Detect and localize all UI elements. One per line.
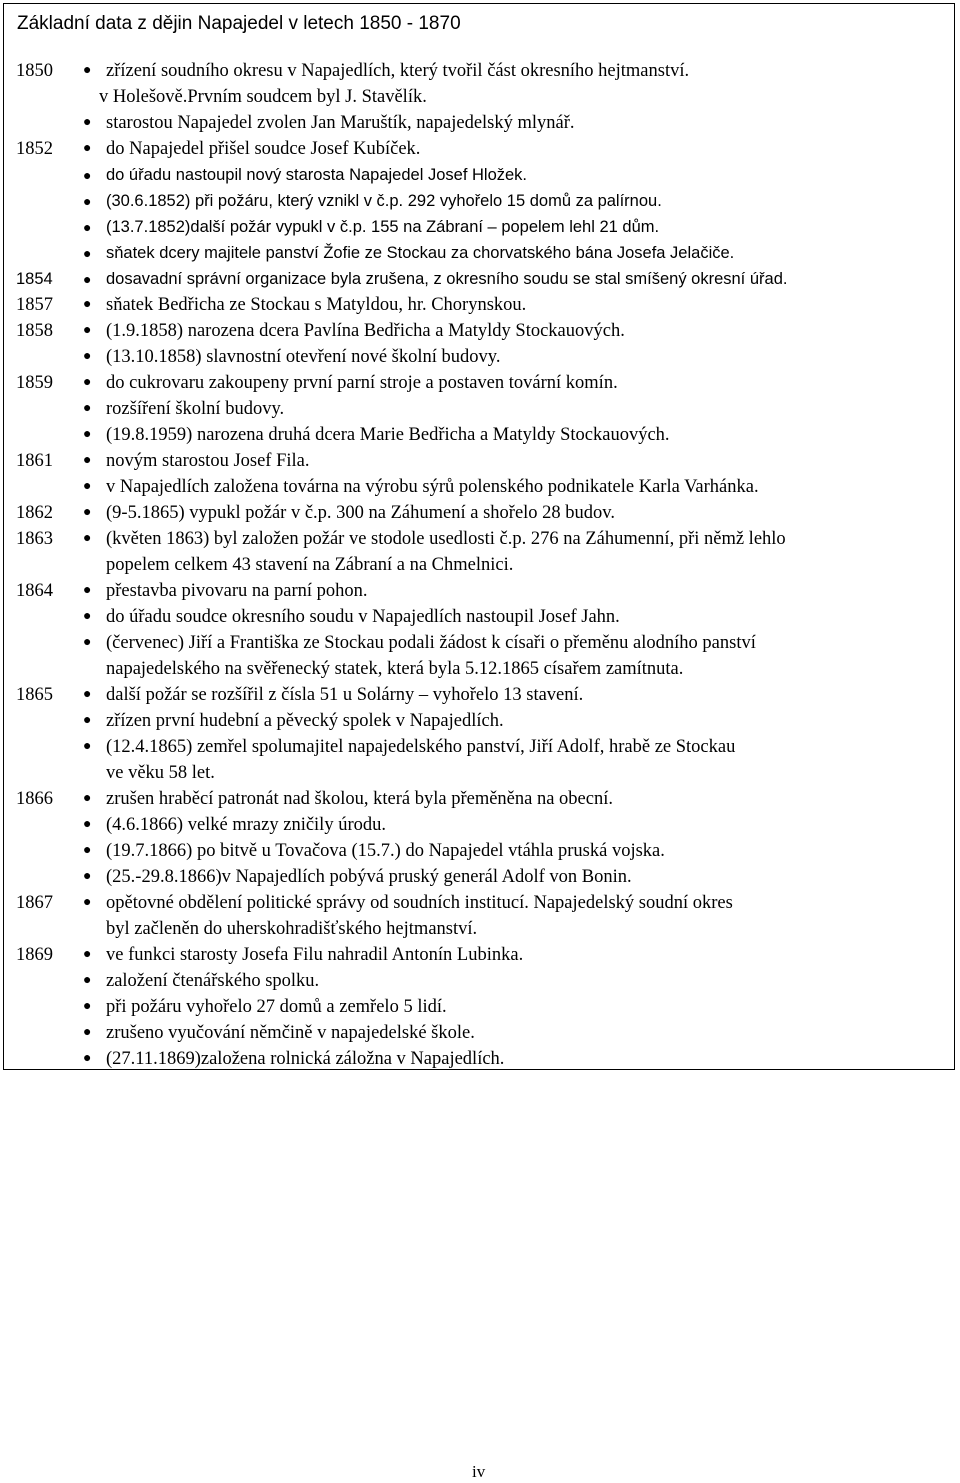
timeline-line <box>0 760 960 786</box>
timeline-line <box>0 916 960 942</box>
timeline-line <box>0 214 960 240</box>
event-text: zřízení soudního okresu v Napajedlích, který tvořil část okresního hejtmanství. <box>106 61 690 81</box>
event-text: (9-5.1865) vypukl požár v č.p. 300 na Záhumení a shořelo 28 budov. <box>106 503 615 523</box>
timeline-line <box>0 448 960 474</box>
bullet-icon: ● <box>83 375 92 390</box>
event-text: sňatek dcery majitele panství Žofie ze Stockau za chorvatského bána Josefa Jelačiče. <box>106 244 735 262</box>
event-text: při požáru vyhořelo 27 domů a zemřelo 5 lidí. <box>106 997 447 1017</box>
bullet-icon: ● <box>83 505 92 520</box>
bullet-icon: ● <box>83 401 92 416</box>
timeline-line <box>0 162 960 188</box>
timeline-line <box>0 1046 960 1072</box>
bullet-icon: ● <box>83 869 92 884</box>
timeline-line <box>0 968 960 994</box>
year-label: 1862 <box>16 503 53 523</box>
bullet-icon: ● <box>83 531 92 546</box>
event-text: ve věku 58 let. <box>106 763 215 783</box>
bullet-icon: ● <box>83 63 92 78</box>
bullet-icon: ● <box>83 1051 92 1066</box>
bullet-icon: ● <box>83 687 92 702</box>
event-text: napajedelského na svěřenecký statek, která byla 5.12.1865 císařem zamítnuta. <box>106 659 684 679</box>
bullet-icon: ● <box>83 115 92 130</box>
event-text: (květen 1863) byl založen požár ve stodole usedlosti č.p. 276 na Záhumenní, při němž lehlo <box>106 529 786 549</box>
timeline-line <box>0 630 960 656</box>
event-text: (30.6.1852) při požáru, který vznikl v č.p. 292 vyhořelo 15 domů za palírnou. <box>106 192 662 210</box>
event-text: zřízen první hudební a pěvecký spolek v Napajedlích. <box>106 711 504 731</box>
document-title: Základní data z dějin Napajedel v letech 1850 - 1870 <box>17 13 461 34</box>
year-label: 1857 <box>16 295 53 315</box>
timeline-line <box>0 500 960 526</box>
timeline-line <box>0 734 960 760</box>
timeline-entries <box>0 58 960 1072</box>
event-text: (13.10.1858) slavnostní otevření nové školní budovy. <box>106 347 501 367</box>
event-text: popelem celkem 43 stavení na Zábraní a na Chmelnici. <box>106 555 514 575</box>
bullet-icon: ● <box>83 479 92 494</box>
event-text: (19.7.1866) po bitvě u Tovačova (15.7.) do Napajedel vtáhla pruská vojska. <box>106 841 665 861</box>
event-text: do cukrovaru zakoupeny první parní stroje a postaven tovární komín. <box>106 373 618 393</box>
event-text: (13.7.1852)další požár vypukl v č.p. 155 na Zábraní – popelem lehl 21 dům. <box>106 218 660 236</box>
bullet-icon: ● <box>83 1025 92 1040</box>
year-label: 1858 <box>16 321 53 341</box>
bullet-icon: ● <box>83 349 92 364</box>
timeline-line <box>0 84 960 110</box>
bullet-icon: ● <box>83 583 92 598</box>
event-text: (19.8.1959) narozena druhá dcera Marie Bedřicha a Matyldy Stockauových. <box>106 425 670 445</box>
timeline-line <box>0 474 960 500</box>
timeline-line <box>0 812 960 838</box>
timeline-line <box>0 344 960 370</box>
timeline-line <box>0 708 960 734</box>
timeline-line <box>0 396 960 422</box>
event-text: (červenec) Jiří a Františka ze Stockau podali žádost k císaři o přeměnu alodního panství <box>106 633 756 653</box>
year-label: 1852 <box>16 139 53 159</box>
bullet-icon: ● <box>83 713 92 728</box>
bullet-icon: ● <box>83 947 92 962</box>
year-label: 1869 <box>16 945 53 965</box>
year-label: 1865 <box>16 685 53 705</box>
timeline-line <box>0 1020 960 1046</box>
bullet-icon: ● <box>83 167 92 183</box>
event-text: (1.9.1858) narozena dcera Pavlína Bedřicha a Matyldy Stockauových. <box>106 321 625 341</box>
year-label: 1859 <box>16 373 53 393</box>
year-label: 1850 <box>16 61 53 81</box>
timeline-line <box>0 110 960 136</box>
event-text: byl začleněn do uherskohradišťského hejtmanství. <box>106 919 478 939</box>
timeline-line <box>0 240 960 266</box>
bullet-icon: ● <box>83 739 92 754</box>
bullet-icon: ● <box>83 791 92 806</box>
event-text: opětovné obdělení politické správy od soudních institucí. Napajedelský soudní okres <box>106 893 733 913</box>
bullet-icon: ● <box>83 193 92 209</box>
event-text: ve funkci starosty Josefa Filu nahradil Antonín Lubinka. <box>106 945 524 965</box>
event-text: další požár se rozšířil z čísla 51 u Solárny – vyhořelo 13 stavení. <box>106 685 584 705</box>
timeline-line <box>0 136 960 162</box>
timeline-line <box>0 994 960 1020</box>
bullet-icon: ● <box>83 453 92 468</box>
event-text: v Napajedlích založena továrna na výrobu sýrů polenského podnikatele Karla Varhánka. <box>106 477 759 497</box>
timeline-line <box>0 838 960 864</box>
timeline-line <box>0 682 960 708</box>
event-text: v Holešově.Prvním soudcem byl J. Stavělík. <box>99 87 427 107</box>
year-label: 1861 <box>16 451 53 471</box>
event-text: novým starostou Josef Fila. <box>106 451 310 471</box>
timeline-line <box>0 526 960 552</box>
timeline-line <box>0 604 960 630</box>
timeline-line <box>0 266 960 292</box>
timeline-line <box>0 292 960 318</box>
timeline-line <box>0 786 960 812</box>
event-text: sňatek Bedřicha ze Stockau s Matyldou, hr. Chorynskou. <box>106 295 527 315</box>
event-text: do Napajedel přišel soudce Josef Kubíček. <box>106 139 421 159</box>
event-text: (4.6.1866) velké mrazy zničily úrodu. <box>106 815 386 835</box>
event-text: zrušeno vyučování němčině v napajedelské škole. <box>106 1023 475 1043</box>
page-number: iv <box>472 1462 486 1481</box>
bullet-icon: ● <box>83 843 92 858</box>
bullet-icon: ● <box>83 323 92 338</box>
timeline-line <box>0 864 960 890</box>
event-text: dosavadní správní organizace byla zrušena, z okresního soudu se stal smíšený okresní úřad. <box>106 270 788 288</box>
bullet-icon: ● <box>83 609 92 624</box>
timeline-line <box>0 318 960 344</box>
event-text: (12.4.1865) zemřel spolumajitel napajedelského panství, Jiří Adolf, hrabě ze Stockau <box>106 737 736 757</box>
bullet-icon: ● <box>83 141 92 156</box>
timeline-line <box>0 58 960 84</box>
timeline-line <box>0 942 960 968</box>
event-text: rozšíření školní budovy. <box>106 399 285 419</box>
bullet-icon: ● <box>83 297 92 312</box>
bullet-icon: ● <box>83 271 92 287</box>
timeline-line <box>0 656 960 682</box>
year-label: 1863 <box>16 529 53 549</box>
event-text: do úřadu nastoupil nový starosta Napajedel Josef Hložek. <box>106 166 527 184</box>
event-text: (27.11.1869)založena rolnická záložna v Napajedlích. <box>106 1049 505 1069</box>
bullet-icon: ● <box>83 999 92 1014</box>
event-text: do úřadu soudce okresního soudu v Napajedlích nastoupil Josef Jahn. <box>106 607 620 627</box>
event-text: zrušen hraběcí patronát nad školou, která byla přeměněna na obecní. <box>106 789 613 809</box>
year-label: 1854 <box>16 270 53 288</box>
timeline-line <box>0 422 960 448</box>
year-label: 1864 <box>16 581 53 601</box>
bullet-icon: ● <box>83 219 92 235</box>
bullet-icon: ● <box>83 245 92 261</box>
year-label: 1867 <box>16 893 53 913</box>
bullet-icon: ● <box>83 895 92 910</box>
timeline-line <box>0 552 960 578</box>
bullet-icon: ● <box>83 635 92 650</box>
timeline-line <box>0 370 960 396</box>
event-text: přestavba pivovaru na parní pohon. <box>106 581 368 601</box>
timeline-line <box>0 578 960 604</box>
bullet-icon: ● <box>83 427 92 442</box>
timeline-line <box>0 188 960 214</box>
event-text: starostou Napajedel zvolen Jan Maruštík, napajedelský mlynář. <box>106 113 575 133</box>
bullet-icon: ● <box>83 973 92 988</box>
event-text: založení čtenářského spolku. <box>106 971 320 991</box>
year-label: 1866 <box>16 789 53 809</box>
event-text: (25.-29.8.1866)v Napajedlích pobývá pruský generál Adolf von Bonin. <box>106 867 632 887</box>
timeline-line <box>0 890 960 916</box>
bullet-icon: ● <box>83 817 92 832</box>
